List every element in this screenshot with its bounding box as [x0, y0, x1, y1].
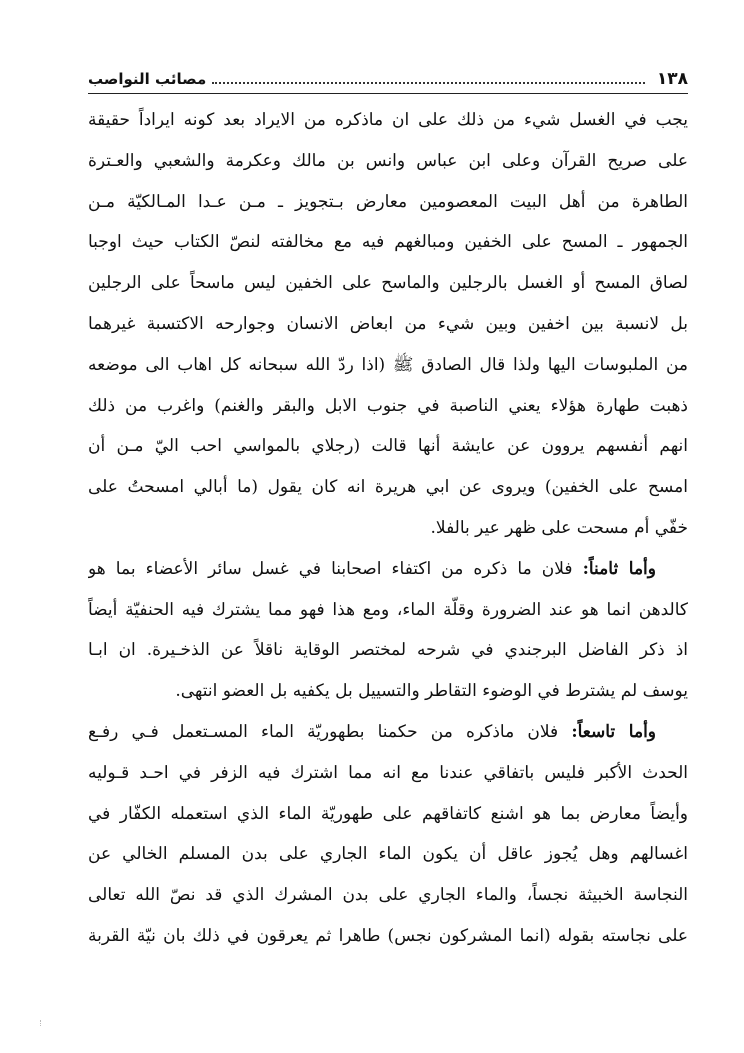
paragraph-lead: وأما ثامناً:	[582, 558, 656, 579]
text-line: على نجاسته بقوله (انما المشركون نجس) طاهرا ثم يعرقون في ذلك بان نيّة القربة	[88, 925, 688, 946]
margin-mark	[40, 1020, 43, 1026]
text-line: خفّي أم مسحت على ظهر عير بالفلا.	[430, 517, 688, 538]
text-line: لصاق المسح أو الغسل بالرجلين والماسح على الخفين ليس ماسحاً على الرجلين	[88, 273, 688, 294]
paragraph-first-line	[88, 712, 688, 753]
paragraph-2	[88, 549, 688, 712]
running-title: مصائب النواصب	[88, 70, 207, 88]
text-run: فلان ما ذكره من اكتفاء اصحابنا في غسل سائر الأعضاء بما هو	[88, 558, 573, 579]
page-header	[88, 62, 688, 90]
page-number: ١٣٨	[656, 69, 688, 89]
text-line: النجاسة الخبيثة نجساً، والماء الجاري على بدن المشرك الذي قد نصّ الله تعالى	[88, 885, 688, 906]
text-line: بل لانسبة بين اخفين وبين شيء من ابعاض الانسان وجوارحه الاكتسبة غيرهما	[88, 313, 688, 334]
paragraph-first-line	[88, 549, 688, 590]
paragraph-lead: وأما تاسعاً:	[571, 721, 657, 742]
text-line: يوسف لم يشترط في الوضوء التقاطر والتسييل بل يكفيه بل العضو انتهى.	[175, 681, 688, 702]
paragraph-3	[88, 712, 688, 957]
text-line: اغسالهم وهل يُجوز عاقل أن يكون الماء الجاري على بدن المسلم الخالي عن	[88, 844, 688, 865]
text-line: الجمهور ـ المسح على الخفين ومبالغهم فيه مع مخالفته لنصّ الكتاب حيث اوجبا	[88, 232, 688, 253]
text-line: ذهبت طهارة هؤلاء يعني الناصبة في جنوب الابل والبقر والغنم) واغرب من ذلك	[88, 395, 688, 416]
text-run: فلان ماذكره من حكمنا بطهوريّة الماء المسـتعمل فـي رفـع	[88, 721, 559, 742]
text-line: وأيضاً معارض بما هو اشنع كاتفاقهم على طهوريّة الماء الذي استعمله الكفّار في	[88, 803, 688, 824]
text-line: اذ ذكر الفاضل البرجندي في شرحه لمختصر الوقاية ناقلاً عن الذخـيرة. ان ابـا	[88, 640, 688, 661]
text-line: امسح على الخفين) ويروى عن ابي هريرة انه كان يقول (ما أبالي امسحتُ على	[88, 477, 688, 498]
text-line: يجب في الغسل شيء من ذلك على ان ماذكره من الايراد بعد كونه ايراداً حقيقة	[88, 110, 688, 130]
text-line: الحدث الأكبر فليس باتفاقي عندنا مع انه مما اشترك فيه الزفر في احـد قـوليه	[88, 762, 688, 783]
paragraph-1	[88, 100, 688, 549]
body-text	[88, 100, 688, 957]
text-line: على صريح القرآن وعلى ابن عباس وانس بن مالك وعكرمة والشعبي والعـترة	[88, 150, 688, 171]
header-rule	[88, 93, 688, 94]
text-line: الطاهرة من أهل البيت المعصومين معارض بـتجويز ـ مـن عـدا المـالكيّة مـن	[88, 191, 688, 212]
text-line: من الملبوسات اليها ولذا قال الصادق ﷺ (اذا ردّ الله سبحانه كل اهاب الى موضعه	[88, 354, 688, 375]
header-dot-leader	[212, 81, 645, 84]
text-line: كالدهن انما هو عند الضرورة وقلّة الماء، ومع هذا فهو مما يشترك فيه الحنفيّة أيضاً	[88, 599, 688, 620]
text-line: انهم أنفسهم يروون عن عايشة أنها قالت (رجلاي بالمواسي احب اليّ مـن أن	[88, 436, 688, 457]
